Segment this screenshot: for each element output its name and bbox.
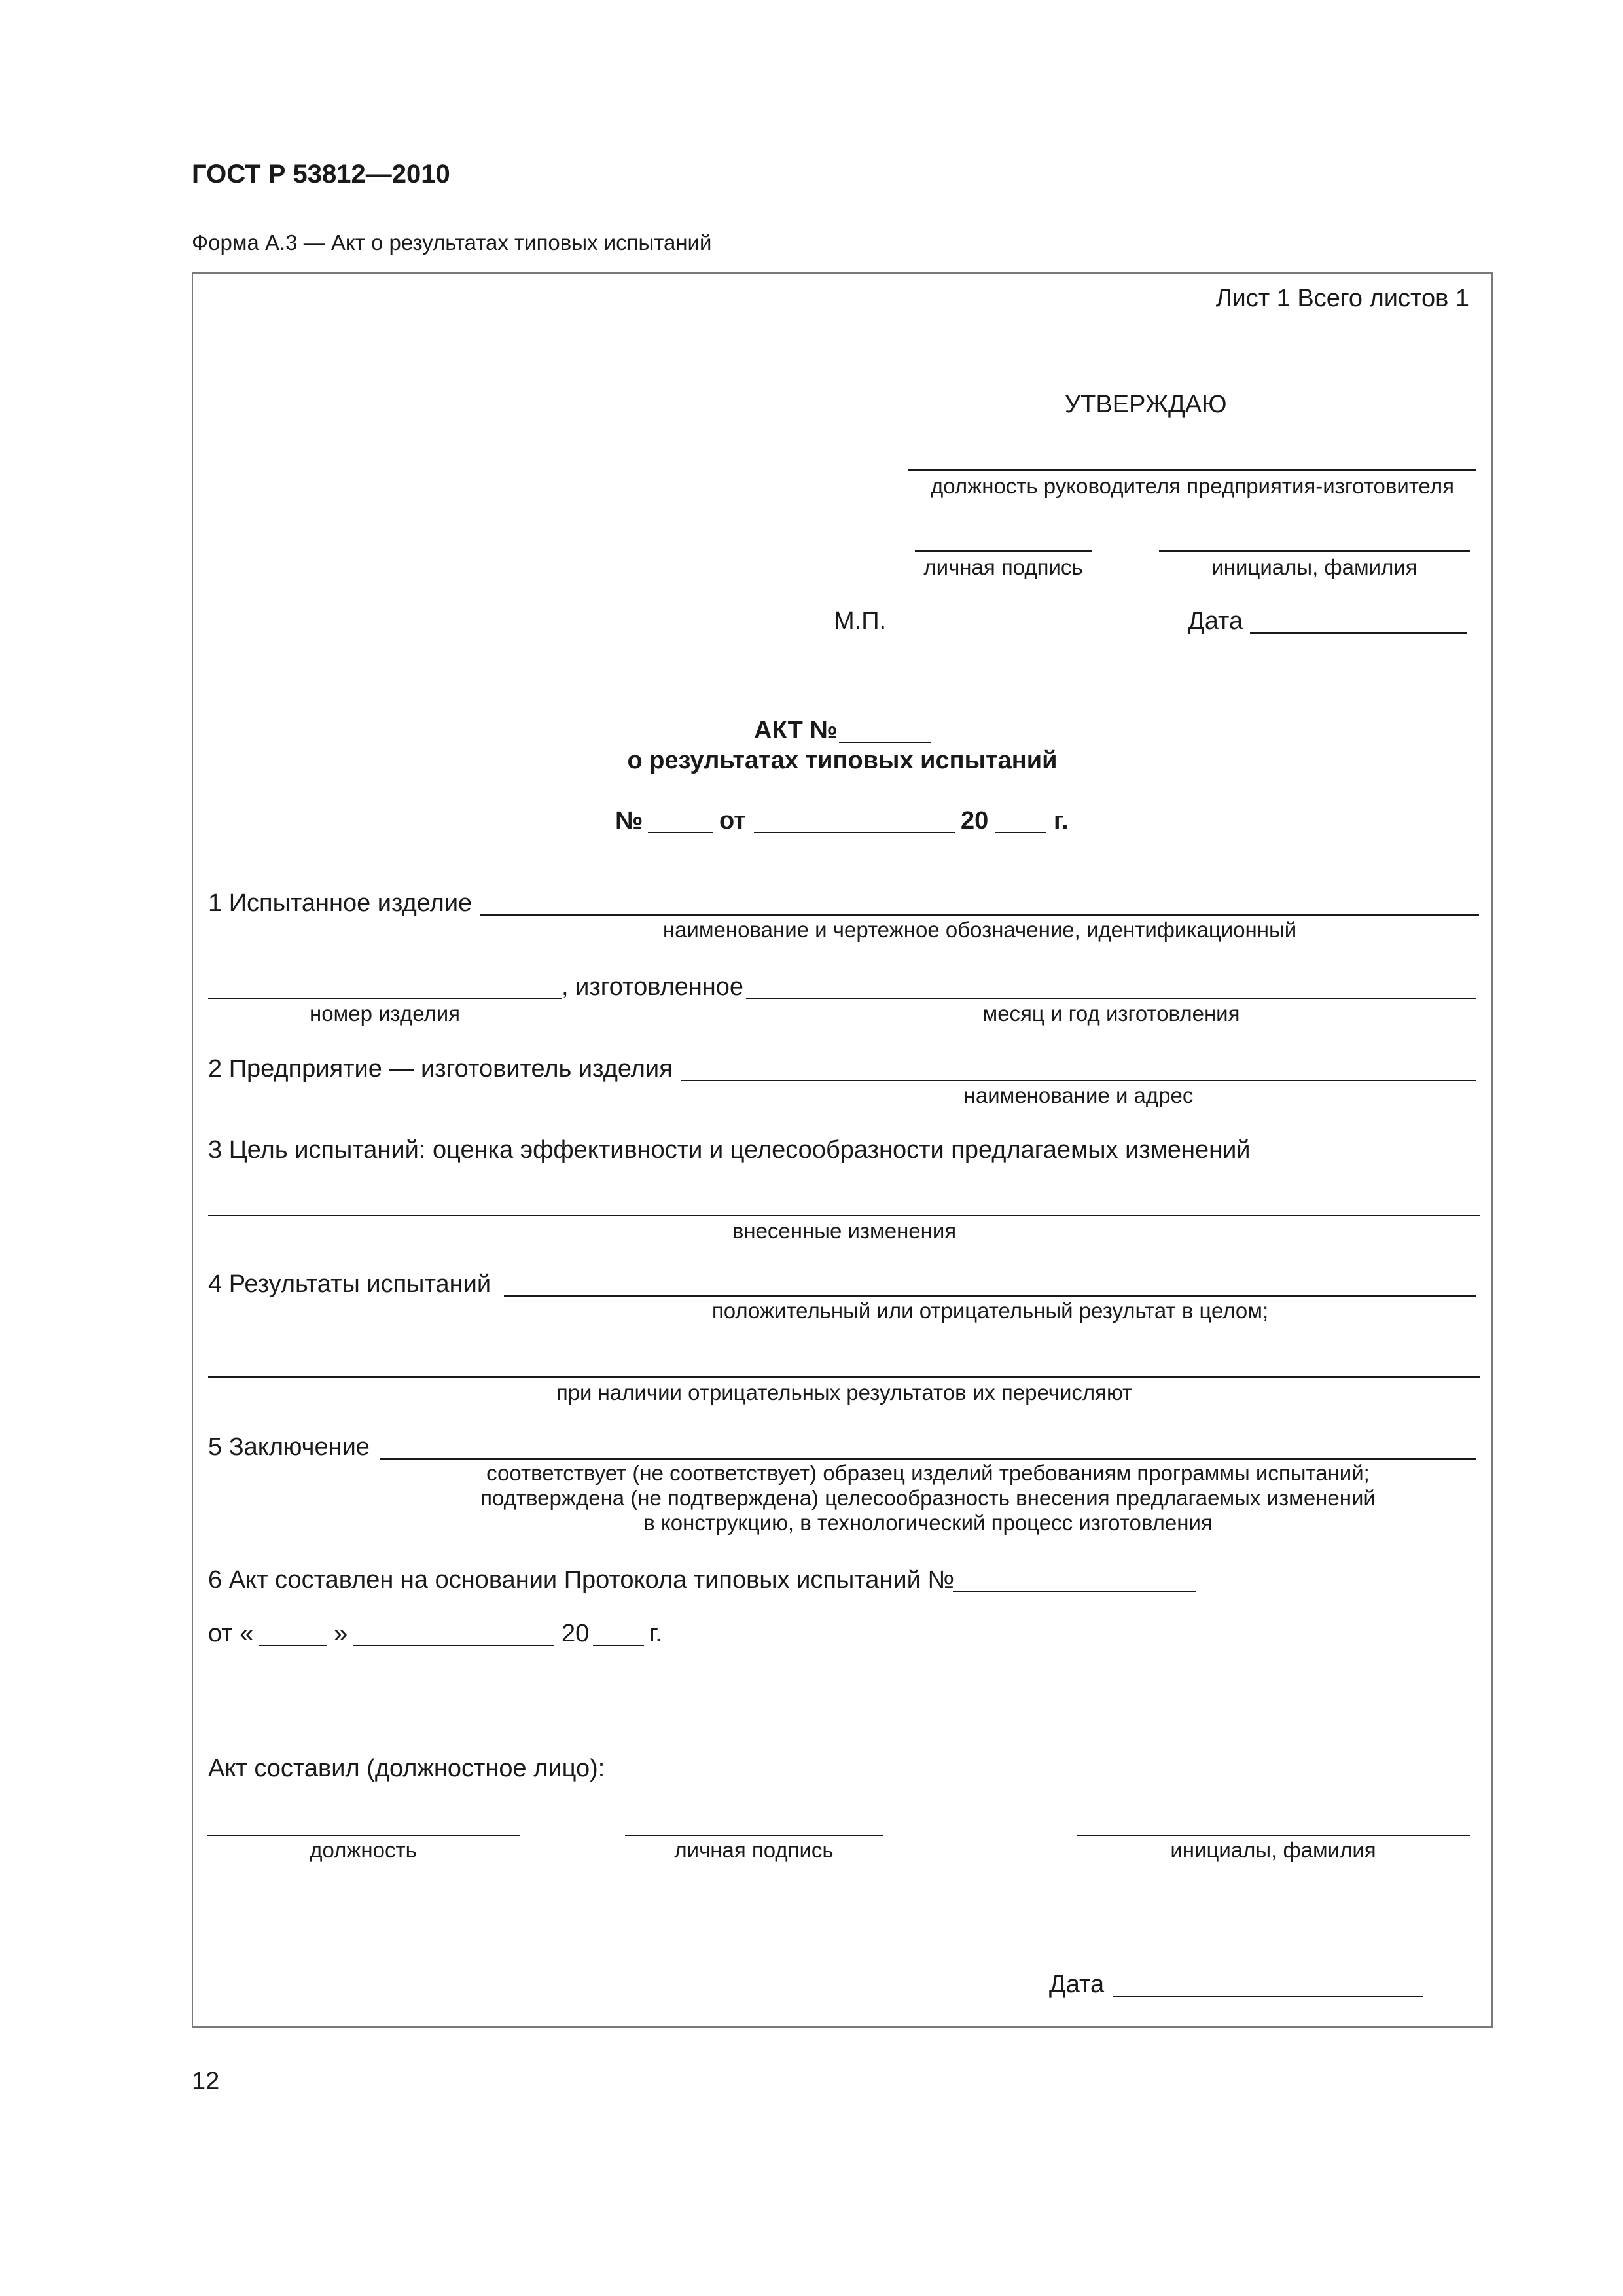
results-label: 4 Результаты испытаний: [208, 1270, 491, 1298]
approval-name-caption: инициалы, фамилия: [1211, 555, 1418, 579]
manufacturer-field[interactable]: [681, 1080, 1476, 1081]
conclusion-caption-3: в конструкцию, в технологический процесс изготовления: [643, 1511, 1213, 1535]
changes-caption: внесенные изменения: [732, 1219, 957, 1243]
results-caption: положительный или отрицательный результат в целом;: [711, 1299, 1269, 1323]
basis-from-label: от «: [208, 1620, 254, 1647]
item-field[interactable]: [480, 914, 1479, 916]
compiler-name-field[interactable]: [1077, 1835, 1470, 1836]
item-number-caption: номер изделия: [309, 1001, 461, 1026]
reg-year-field[interactable]: [995, 832, 1046, 833]
position-caption: должность руководителя предприятия-изготовителя: [931, 474, 1454, 498]
compiler-signature-field[interactable]: [625, 1835, 883, 1836]
act-number-field[interactable]: [839, 742, 931, 743]
compiled-label: Акт составил (должностное лицо):: [208, 1755, 605, 1782]
compiled-date-label: Дата: [1049, 1971, 1105, 1998]
reg-number-field[interactable]: [648, 832, 713, 833]
item-label: 1 Испытанное изделие: [208, 889, 473, 917]
year-suffix: г.: [1054, 807, 1069, 834]
manufacturer-label: 2 Предприятие — изготовитель изделия: [208, 1055, 673, 1083]
manufacturer-caption: наименование и адрес: [963, 1083, 1194, 1107]
manufactured-label: , изготовленное: [562, 973, 744, 1001]
changes-field[interactable]: [208, 1215, 1480, 1216]
stamp-label: М.П.: [834, 607, 887, 635]
basis-quote-close: »: [334, 1620, 348, 1647]
standard-designation: ГОСТ Р 53812—2010: [192, 160, 450, 188]
approval-name-field[interactable]: [1159, 550, 1470, 552]
approval-date-label: Дата: [1188, 607, 1243, 635]
protocol-year-field[interactable]: [593, 1645, 644, 1646]
approval-heading: УТВЕРЖДАЮ: [1065, 391, 1227, 418]
compiler-position-field[interactable]: [207, 1835, 520, 1836]
results-field[interactable]: [504, 1295, 1476, 1297]
position-field[interactable]: [908, 469, 1476, 471]
basis-year-suffix: г.: [649, 1620, 662, 1647]
compiler-signature-caption: личная подпись: [674, 1838, 834, 1862]
item-caption: наименование и чертежное обозначение, идентификационный: [662, 918, 1297, 942]
conclusion-caption-2: подтверждена (не подтверждена) целесообразность внесения предлагаемых изменений: [480, 1486, 1376, 1510]
approval-signature-caption: личная подпись: [923, 555, 1083, 579]
conclusion-label: 5 Заключение: [208, 1433, 370, 1461]
from-label: от: [719, 807, 746, 834]
protocol-day-field[interactable]: [259, 1645, 327, 1646]
compiler-position-caption: должность: [310, 1838, 417, 1862]
compiler-name-caption: инициалы, фамилия: [1170, 1838, 1376, 1862]
item-number-field[interactable]: [208, 998, 562, 999]
protocol-month-field[interactable]: [353, 1645, 554, 1646]
compiled-date-field[interactable]: [1113, 1996, 1423, 1997]
negative-results-field[interactable]: [208, 1376, 1480, 1378]
approval-date-field[interactable]: [1250, 632, 1467, 634]
page-number: 12: [192, 2068, 220, 2095]
conclusion-field[interactable]: [380, 1458, 1476, 1460]
act-subtitle: о результатах типовых испытаний: [627, 747, 1058, 774]
reg-date-field[interactable]: [754, 832, 955, 833]
basis-label: 6 Акт составлен на основании Протокола типовых испытаний №: [208, 1566, 955, 1594]
act-number-label: АКТ №: [754, 717, 838, 744]
sheet-info: Лист 1 Всего листов 1: [1215, 285, 1469, 312]
conclusion-caption-1: соответствует (не соответствует) образец изделий требованиям программы испытаний;: [486, 1461, 1370, 1485]
basis-year-prefix: 20: [562, 1620, 590, 1647]
negative-caption: при наличии отрицательных результатов их перечисляют: [556, 1380, 1133, 1405]
purpose-text: 3 Цель испытаний: оценка эффективности и целесообразности предлагаемых изменений: [208, 1136, 1251, 1164]
manufacture-date-field[interactable]: [746, 998, 1476, 999]
manufacture-date-caption: месяц и год изготовления: [982, 1001, 1240, 1026]
protocol-number-field[interactable]: [953, 1591, 1196, 1592]
approval-signature-field[interactable]: [915, 550, 1092, 552]
number-prefix: №: [615, 807, 643, 834]
form-caption: Форма А.3 — Акт о результатах типовых испытаний: [192, 230, 712, 255]
year-prefix: 20: [961, 807, 989, 834]
